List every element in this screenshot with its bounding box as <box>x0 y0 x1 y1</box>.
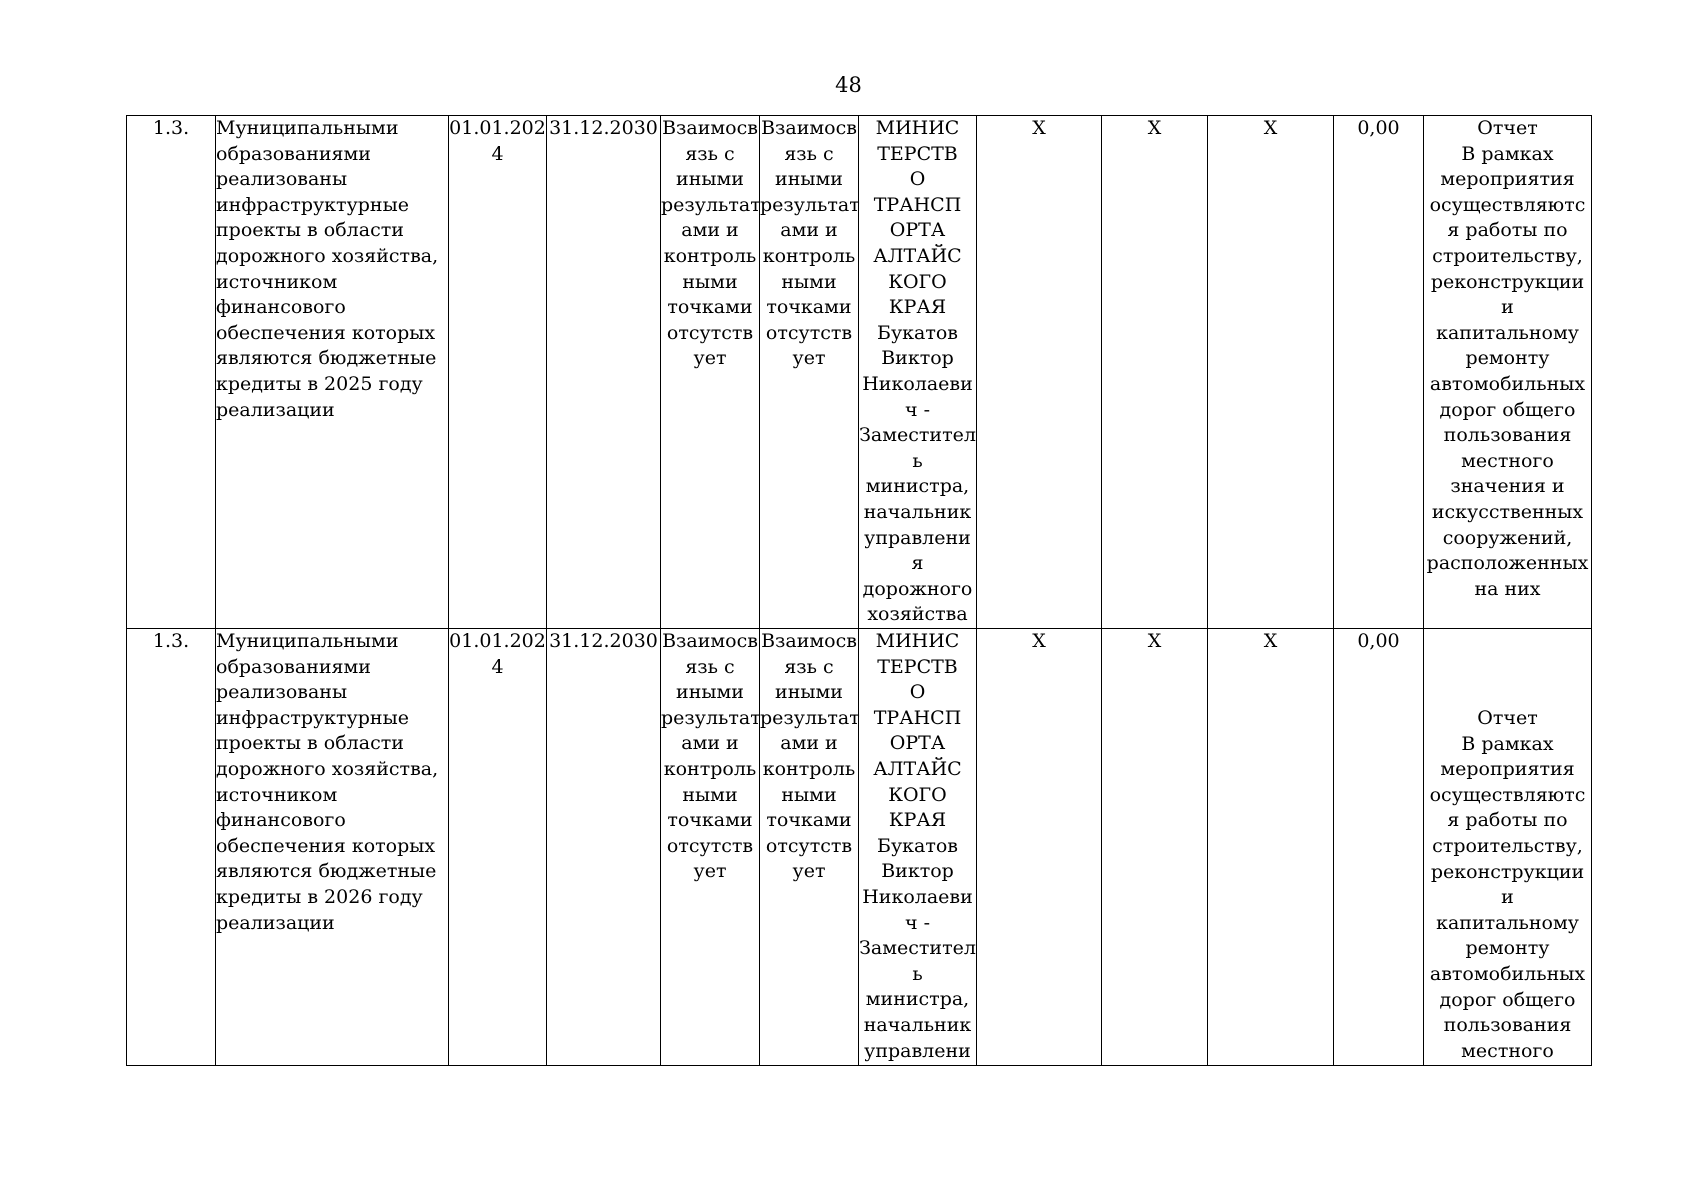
relation-text-1: Взаимосв язь с иными результат ами и контроль ными точками отсутств ует <box>661 630 761 883</box>
row-number: 1.3. <box>152 117 190 139</box>
result-name: Муниципальными образованиями реализованы инфраструктурные проекты в области дорожного хозяйства, источником финансового обеспечения которых являются бюджетные кредиты в 2025 году реализации <box>216 117 439 421</box>
start-date: 01.01.202 4 <box>449 117 546 165</box>
row-number: 1.3. <box>152 630 190 652</box>
relation-cell-1 <box>661 629 760 1066</box>
x-cell-3 <box>1208 116 1334 629</box>
relation-text-2: Взаимосв язь с иными результат ами и контроль ными точками отсутств ует <box>760 117 860 370</box>
x-mark: X <box>1032 630 1046 652</box>
end-date: 31.12.2030 <box>549 630 658 652</box>
x-mark: X <box>1147 630 1162 652</box>
page-number: 48 <box>835 73 862 97</box>
report-text: Отчет В рамках мероприятия осуществляютс я работы по строительству, реконструкции и капитальному ремонту автомобильных дорог общего пользования местного <box>1429 707 1586 1062</box>
amount-value: 0,00 <box>1357 630 1400 652</box>
amount-cell <box>1334 629 1424 1066</box>
amount-cell <box>1334 116 1424 629</box>
responsible-cell <box>859 629 977 1066</box>
report-spacer <box>1424 629 1591 706</box>
x-mark: X <box>1032 117 1046 139</box>
end-date-cell <box>547 629 661 1066</box>
report-cell <box>1424 629 1592 1066</box>
table-row <box>127 629 1592 1066</box>
table-row <box>127 116 1592 629</box>
responsible-cell <box>859 116 977 629</box>
result-name-cell <box>216 116 449 629</box>
row-number-cell <box>127 629 216 1066</box>
relation-cell-2 <box>760 629 859 1066</box>
x-cell-1 <box>977 116 1102 629</box>
relation-text-1: Взаимосв язь с иными результат ами и контроль ными точками отсутств ует <box>661 117 761 370</box>
x-mark: X <box>1263 117 1278 139</box>
x-cell-2 <box>1102 116 1208 629</box>
relation-text-2: Взаимосв язь с иными результат ами и контроль ными точками отсутств ует <box>760 630 860 883</box>
x-mark: X <box>1147 117 1162 139</box>
x-cell-3 <box>1208 629 1334 1066</box>
report-text: Отчет В рамках мероприятия осуществляютс я работы по строительству, реконструкции и капитальному ремонту автомобильных дорог общего пользования местного значения и искусственных сооружений, расположенных на них <box>1426 117 1589 600</box>
amount-value: 0,00 <box>1357 117 1400 139</box>
responsible-text: МИНИС ТЕРСТВ О ТРАНСП ОРТА АЛТАЙС КОГО КРАЯ Букатов Виктор Николаеви ч - Заместител ь министра, начальник управлени <box>859 630 976 1062</box>
end-date-cell <box>547 116 661 629</box>
start-date-cell <box>449 629 547 1066</box>
result-name-cell <box>216 629 449 1066</box>
report-cell <box>1424 116 1592 629</box>
end-date: 31.12.2030 <box>549 117 658 139</box>
relation-cell-2 <box>760 116 859 629</box>
row-number-cell <box>127 116 216 629</box>
result-name: Муниципальными образованиями реализованы инфраструктурные проекты в области дорожного хозяйства, источником финансового обеспечения которых являются бюджетные кредиты в 2026 году реализации <box>216 630 439 934</box>
relation-cell-1 <box>661 116 760 629</box>
x-cell-1 <box>977 629 1102 1066</box>
responsible-text: МИНИС ТЕРСТВ О ТРАНСП ОРТА АЛТАЙС КОГО КРАЯ Букатов Виктор Николаеви ч - Заместител ь министра, начальник управлени я дорожного хозяйства <box>859 117 976 626</box>
start-date: 01.01.202 4 <box>449 630 546 678</box>
results-table <box>126 115 1592 1066</box>
start-date-cell <box>449 116 547 629</box>
x-mark: X <box>1263 630 1278 652</box>
x-cell-2 <box>1102 629 1208 1066</box>
